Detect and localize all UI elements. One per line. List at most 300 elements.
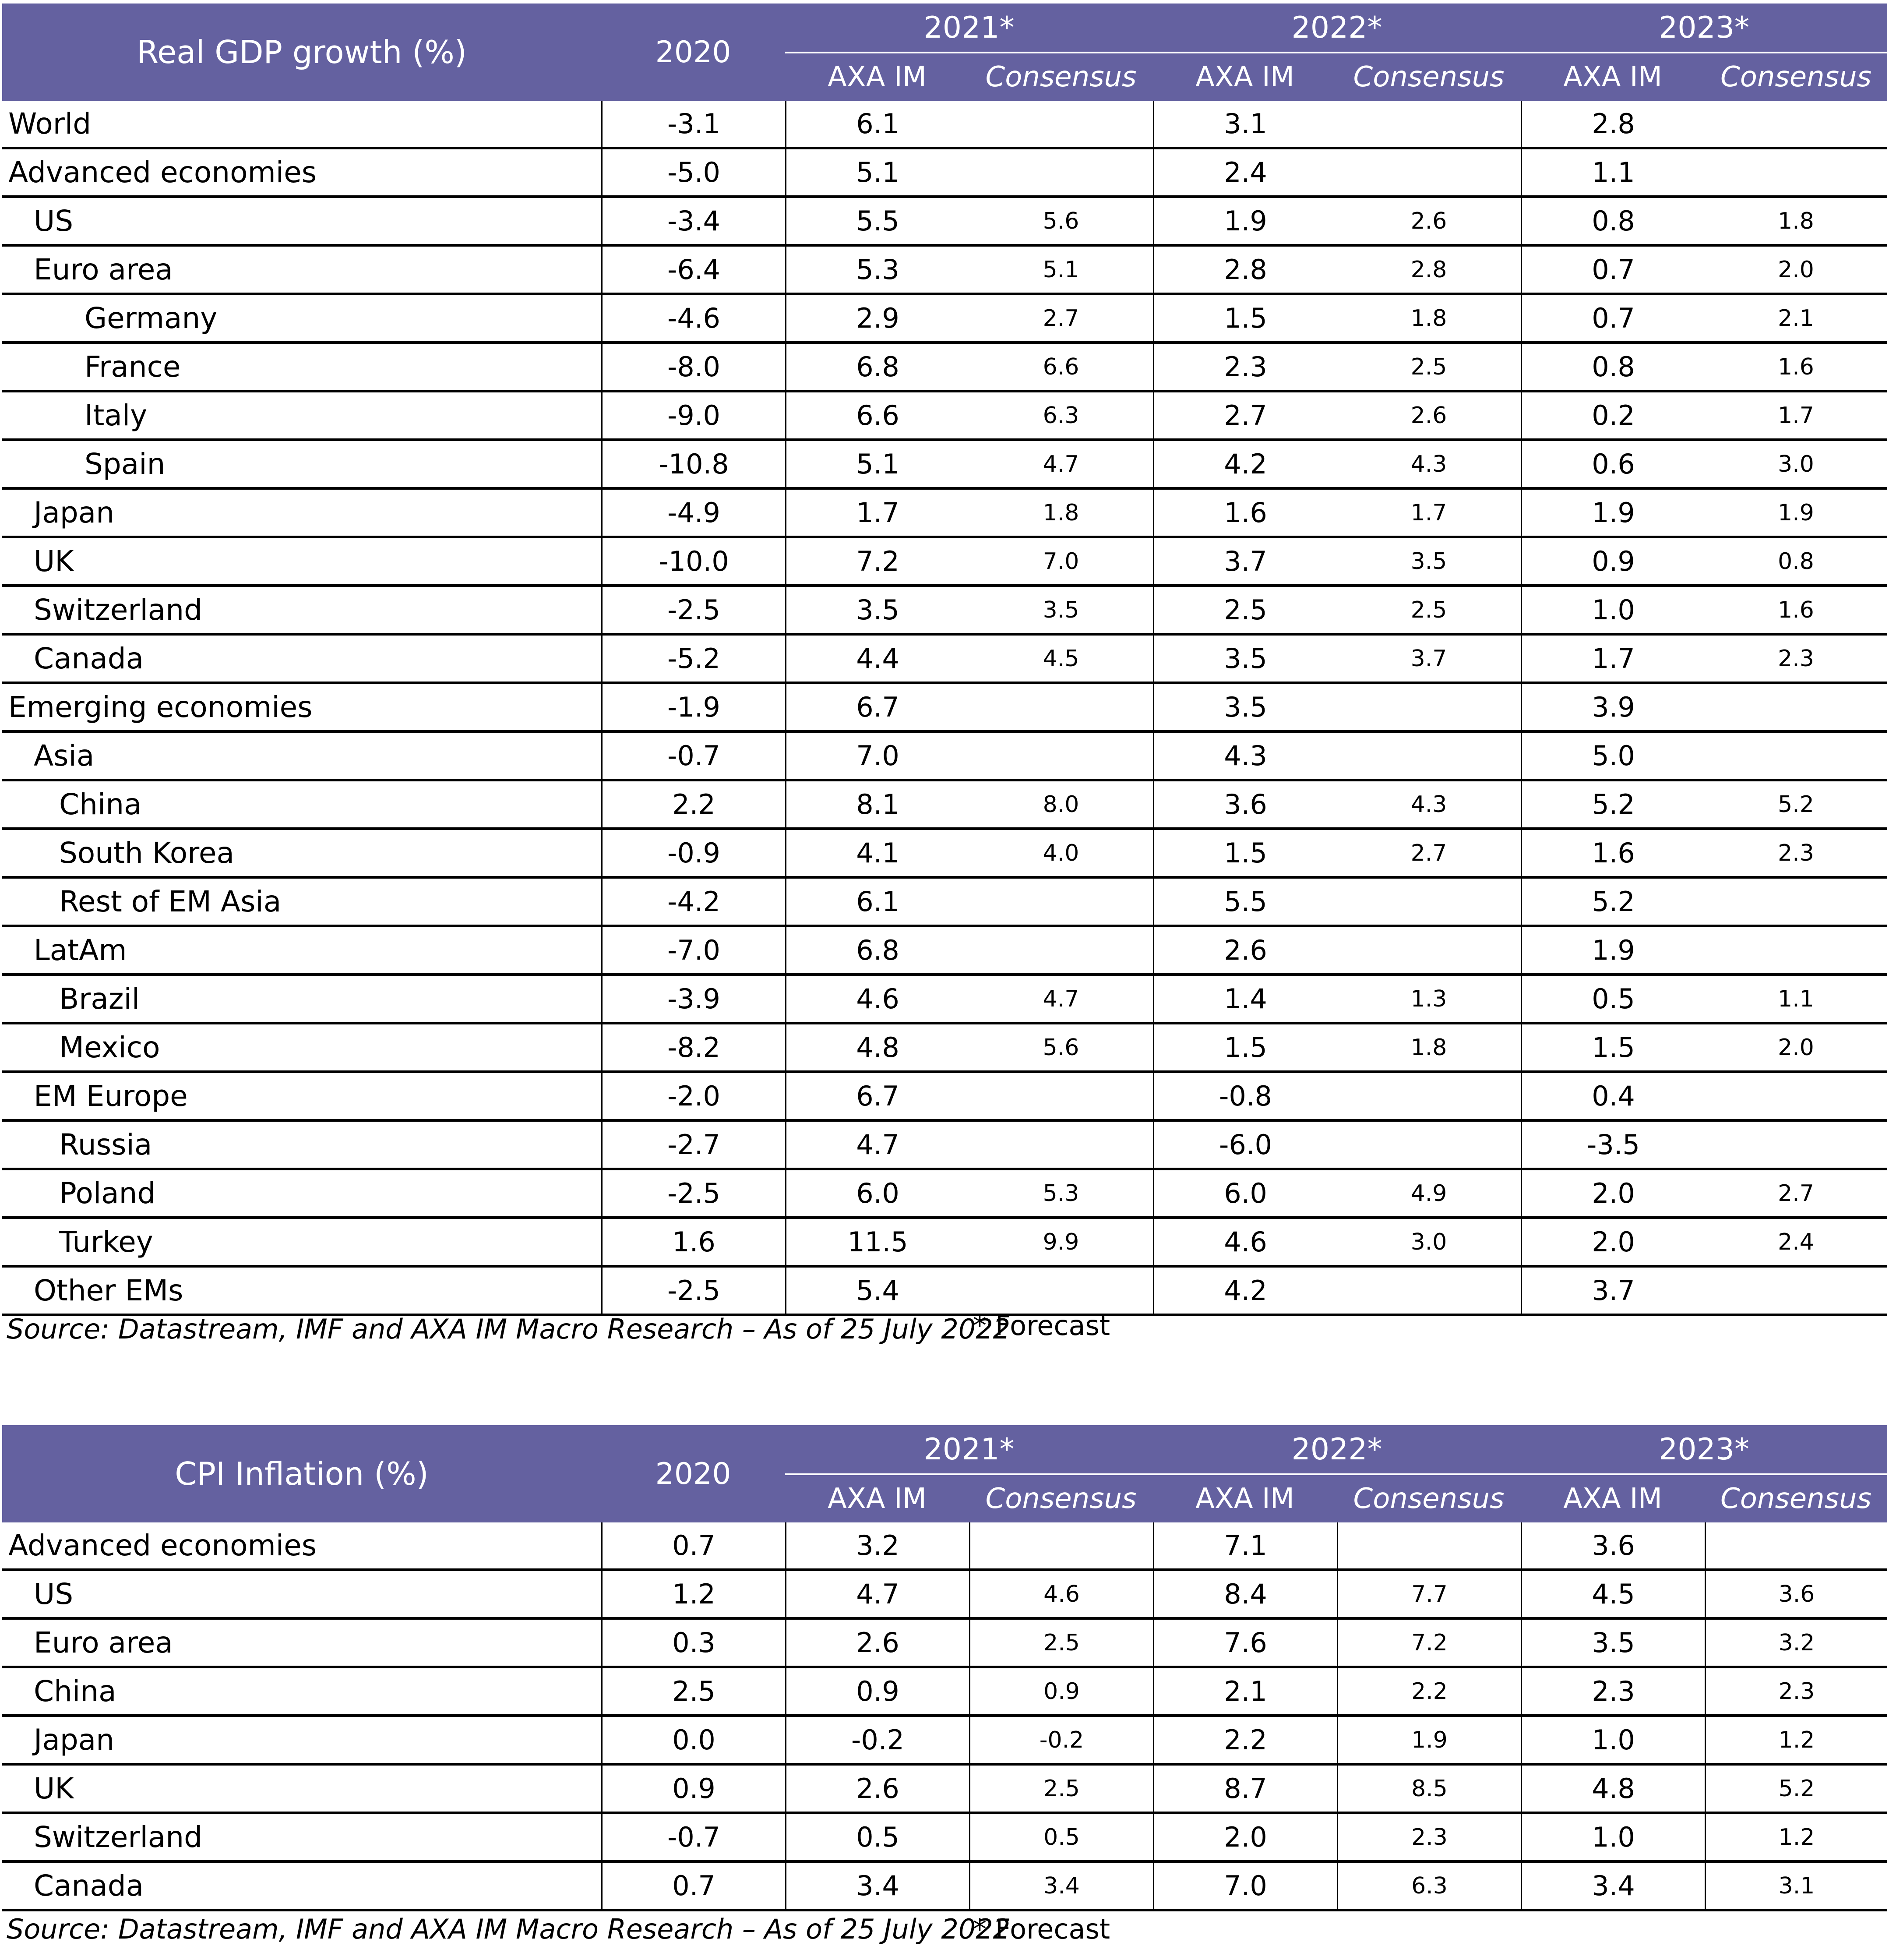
- cell-axa-2022: 1.6: [1153, 490, 1337, 536]
- cell-consensus-2022: [1337, 1522, 1521, 1568]
- cell-axa-2023: 4.5: [1521, 1571, 1705, 1617]
- cell-axa-2023: 1.5: [1521, 1024, 1705, 1070]
- cell-consensus-2022: 2.5: [1410, 353, 1447, 380]
- cell-consensus-2022: [1337, 101, 1521, 147]
- cell-axa-2023: 3.9: [1521, 684, 1705, 730]
- cell-consensus-2023: 1.6: [1778, 597, 1814, 623]
- table-row: [2, 295, 1887, 344]
- cell-consensus-2022: 4.9: [1410, 1180, 1447, 1207]
- cell-axa-2022: 2.7: [1153, 392, 1337, 438]
- cell-value-2020: -2.5: [601, 1170, 785, 1216]
- gdp-table-header: [2, 4, 1887, 101]
- cell-axa-2023: 1.1: [1521, 149, 1705, 195]
- gdp-sub-axa-2023: AXA IM: [1563, 61, 1662, 93]
- cell-consensus-2023: 2.0: [1778, 256, 1814, 283]
- gdp-col-2020: 2020: [655, 35, 731, 70]
- cell-consensus-2021: [969, 927, 1153, 973]
- cell-axa-2021: 0.5: [785, 1814, 969, 1860]
- cpi-sub-consensus-2021: Consensus: [985, 1483, 1137, 1515]
- cpi-year-2023: 2023*: [1658, 1432, 1750, 1467]
- table-row: [2, 538, 1887, 587]
- cell-consensus-2021: [969, 1122, 1153, 1168]
- cell-consensus-2023: [1705, 101, 1887, 147]
- cell-consensus-2023: [1705, 149, 1887, 195]
- cell-axa-2023: 5.2: [1521, 879, 1705, 925]
- cell-axa-2021: 5.4: [785, 1268, 969, 1314]
- cell-consensus-2023: 1.8: [1778, 208, 1814, 234]
- row-label: South Korea: [59, 836, 234, 870]
- table-row: [2, 636, 1887, 684]
- table-row: [2, 733, 1887, 781]
- cell-axa-2022: 2.2: [1153, 1717, 1337, 1763]
- cell-consensus-2023: 2.0: [1778, 1034, 1814, 1061]
- cell-consensus-2023: 5.2: [1778, 791, 1814, 818]
- cell-axa-2023: 5.0: [1521, 733, 1705, 779]
- cell-consensus-2021: 6.3: [1043, 402, 1079, 429]
- cell-consensus-2022: 3.7: [1410, 645, 1447, 672]
- cell-axa-2021: 2.6: [785, 1766, 969, 1812]
- cell-axa-2023: 1.7: [1521, 636, 1705, 682]
- gdp-year-2021: 2021*: [923, 10, 1015, 45]
- row-label: Other EMs: [34, 1274, 183, 1307]
- cell-consensus-2021: 4.7: [1043, 985, 1079, 1012]
- cell-axa-2021: 4.7: [785, 1571, 969, 1617]
- cell-consensus-2021: 1.8: [1043, 499, 1079, 526]
- cell-consensus-2021: [969, 879, 1153, 925]
- cell-axa-2021: 6.8: [785, 927, 969, 973]
- cell-axa-2023: 0.7: [1521, 247, 1705, 293]
- cell-axa-2023: -3.5: [1521, 1122, 1705, 1168]
- table-row: [2, 149, 1887, 198]
- cell-value-2020: -3.1: [601, 101, 785, 147]
- cell-consensus-2022: 1.8: [1410, 305, 1447, 332]
- gdp-table-title: Real GDP growth (%): [137, 34, 467, 71]
- cell-value-2020: 1.2: [601, 1571, 785, 1617]
- cell-axa-2023: 0.9: [1521, 538, 1705, 584]
- cell-axa-2021: 11.5: [785, 1219, 969, 1265]
- cell-consensus-2021: 3.5: [1043, 597, 1079, 623]
- cell-consensus-2023: [1705, 879, 1887, 925]
- cell-consensus-2022: 2.3: [1337, 1814, 1521, 1860]
- cell-consensus-2023: 2.3: [1705, 1668, 1887, 1714]
- cell-value-2020: 0.3: [601, 1620, 785, 1666]
- table-row: [2, 1863, 1887, 1911]
- cell-consensus-2022: [1337, 1122, 1521, 1168]
- cell-consensus-2023: 3.6: [1705, 1571, 1887, 1617]
- cell-value-2020: 1.6: [601, 1219, 785, 1265]
- cell-value-2020: -0.9: [601, 830, 785, 876]
- cell-value-2020: -2.5: [601, 1268, 785, 1314]
- cell-axa-2023: 0.4: [1521, 1073, 1705, 1119]
- cell-axa-2022: 3.1: [1153, 101, 1337, 147]
- cell-axa-2022: 3.6: [1153, 781, 1337, 827]
- cell-axa-2022: 8.4: [1153, 1571, 1337, 1617]
- cell-axa-2021: 1.7: [785, 490, 969, 536]
- cell-consensus-2023: [1705, 1122, 1887, 1168]
- table-row: [2, 1571, 1887, 1620]
- cell-axa-2022: 4.6: [1153, 1219, 1337, 1265]
- cell-axa-2021: 5.5: [785, 198, 969, 244]
- cell-consensus-2021: 5.1: [1043, 256, 1079, 283]
- row-label: Brazil: [59, 982, 140, 1016]
- cell-axa-2023: 1.0: [1521, 587, 1705, 633]
- row-label: Italy: [85, 399, 148, 432]
- cell-consensus-2021: 9.9: [1043, 1229, 1079, 1255]
- cell-axa-2022: 4.2: [1153, 441, 1337, 487]
- cell-consensus-2022: 2.6: [1410, 402, 1447, 429]
- cell-consensus-2022: 2.5: [1410, 597, 1447, 623]
- cell-axa-2022: 3.5: [1153, 684, 1337, 730]
- cell-axa-2022: 8.7: [1153, 1766, 1337, 1812]
- cell-consensus-2023: [1705, 1268, 1887, 1314]
- cpi-table: [2, 1425, 1887, 1911]
- cell-axa-2023: 3.7: [1521, 1268, 1705, 1314]
- cell-consensus-2023: 1.2: [1705, 1717, 1887, 1763]
- cell-axa-2023: 0.2: [1521, 392, 1705, 438]
- cell-axa-2022: 4.2: [1153, 1268, 1337, 1314]
- row-label: EM Europe: [34, 1079, 188, 1113]
- cell-axa-2023: 1.9: [1521, 927, 1705, 973]
- cell-consensus-2022: 1.3: [1410, 985, 1447, 1012]
- cell-value-2020: 2.2: [601, 781, 785, 827]
- cpi-table-header: [2, 1425, 1887, 1522]
- cell-axa-2021: 4.8: [785, 1024, 969, 1070]
- cell-axa-2022: 4.3: [1153, 733, 1337, 779]
- cell-value-2020: -4.2: [601, 879, 785, 925]
- cell-axa-2021: 4.6: [785, 976, 969, 1022]
- row-label: Advanced economies: [8, 1529, 317, 1562]
- row-label: Canada: [34, 1869, 144, 1903]
- cell-axa-2021: 3.4: [785, 1863, 969, 1909]
- cell-value-2020: 0.9: [601, 1766, 785, 1812]
- cell-consensus-2021: [969, 733, 1153, 779]
- cell-axa-2021: 8.1: [785, 781, 969, 827]
- cell-axa-2021: 5.3: [785, 247, 969, 293]
- cell-axa-2022: 1.9: [1153, 198, 1337, 244]
- cell-consensus-2022: 8.5: [1337, 1766, 1521, 1812]
- cpi-forecast-note: * Forecast: [973, 1913, 1110, 1945]
- cell-axa-2022: 2.1: [1153, 1668, 1337, 1714]
- cell-consensus-2022: 4.3: [1410, 451, 1447, 477]
- cpi-table-body: [2, 1522, 1887, 1911]
- gdp-year-2023: 2023*: [1658, 10, 1750, 45]
- cell-axa-2022: 3.5: [1153, 636, 1337, 682]
- cell-axa-2023: 3.6: [1521, 1522, 1705, 1568]
- cpi-sub-axa-2023: AXA IM: [1563, 1483, 1662, 1515]
- cell-consensus-2021: 4.5: [1043, 645, 1079, 672]
- cell-value-2020: -2.5: [601, 587, 785, 633]
- cpi-table-title: CPI Inflation (%): [175, 1455, 429, 1492]
- row-label: Rest of EM Asia: [59, 885, 282, 918]
- row-label: Japan: [34, 1723, 115, 1757]
- cell-value-2020: -10.0: [601, 538, 785, 584]
- cell-axa-2021: -0.2: [785, 1717, 969, 1763]
- table-row: [2, 1073, 1887, 1122]
- cell-axa-2022: 3.7: [1153, 538, 1337, 584]
- cell-value-2020: -6.4: [601, 247, 785, 293]
- table-row: [2, 830, 1887, 879]
- gdp-sub-axa-2022: AXA IM: [1195, 61, 1294, 93]
- row-label: US: [34, 1577, 74, 1611]
- cell-consensus-2022: 1.9: [1337, 1717, 1521, 1763]
- gdp-source-note: Source: Datastream, IMF and AXA IM Macro Research – As of 25 July 2022: [7, 1313, 1011, 1345]
- row-label: UK: [34, 1772, 74, 1805]
- gdp-sub-axa-2021: AXA IM: [828, 61, 927, 93]
- cell-value-2020: 0.7: [601, 1863, 785, 1909]
- gdp-table-body: [2, 101, 1887, 1316]
- cell-axa-2021: 0.9: [785, 1668, 969, 1714]
- cell-axa-2021: 6.0: [785, 1170, 969, 1216]
- row-label: France: [85, 350, 181, 384]
- table-row: [2, 344, 1887, 392]
- table-row: [2, 1766, 1887, 1814]
- table-row: [2, 198, 1887, 247]
- cell-consensus-2021: 4.6: [969, 1571, 1153, 1617]
- cell-consensus-2021: -0.2: [969, 1717, 1153, 1763]
- cell-consensus-2021: 0.9: [969, 1668, 1153, 1714]
- cell-consensus-2021: 2.7: [1043, 305, 1079, 332]
- cell-consensus-2021: [969, 101, 1153, 147]
- cpi-sub-axa-2022: AXA IM: [1195, 1483, 1294, 1515]
- cell-consensus-2022: 2.2: [1337, 1668, 1521, 1714]
- table-row: [2, 684, 1887, 733]
- row-label: Mexico: [59, 1031, 160, 1064]
- row-label: LatAm: [34, 933, 127, 967]
- row-label: Canada: [34, 642, 144, 675]
- cell-consensus-2023: 2.1: [1778, 305, 1814, 332]
- cell-consensus-2021: [969, 684, 1153, 730]
- cell-consensus-2023: 2.3: [1778, 645, 1814, 672]
- table-row: [2, 490, 1887, 538]
- row-label: Euro area: [34, 1626, 173, 1660]
- table-row: [2, 1268, 1887, 1316]
- table-row: [2, 1814, 1887, 1863]
- table-row: [2, 587, 1887, 636]
- cell-axa-2021: 4.7: [785, 1122, 969, 1168]
- cell-consensus-2022: 2.6: [1410, 208, 1447, 234]
- row-label: Advanced economies: [8, 155, 317, 189]
- table-row: [2, 247, 1887, 295]
- cell-axa-2023: 1.0: [1521, 1717, 1705, 1763]
- row-label: UK: [34, 544, 74, 578]
- row-label: Switzerland: [34, 593, 202, 627]
- cell-axa-2022: 1.5: [1153, 1024, 1337, 1070]
- cell-axa-2023: 3.4: [1521, 1863, 1705, 1909]
- cell-value-2020: -1.9: [601, 684, 785, 730]
- cell-consensus-2023: 0.8: [1778, 548, 1814, 575]
- cell-axa-2023: 2.0: [1521, 1170, 1705, 1216]
- cell-consensus-2022: 3.5: [1410, 548, 1447, 575]
- cell-axa-2021: 6.8: [785, 344, 969, 390]
- cpi-source-note: Source: Datastream, IMF and AXA IM Macro Research – As of 25 July 2022: [7, 1913, 1011, 1945]
- row-label: Switzerland: [34, 1820, 202, 1854]
- cell-consensus-2021: [969, 1073, 1153, 1119]
- cell-consensus-2021: 2.5: [969, 1766, 1153, 1812]
- row-label: China: [34, 1674, 116, 1708]
- cell-axa-2022: 7.1: [1153, 1522, 1337, 1568]
- cell-consensus-2021: [969, 1522, 1153, 1568]
- cell-axa-2022: 1.4: [1153, 976, 1337, 1022]
- cell-consensus-2021: 7.0: [1043, 548, 1079, 575]
- cell-consensus-2023: 1.6: [1778, 353, 1814, 380]
- cell-axa-2021: 7.0: [785, 733, 969, 779]
- cell-axa-2022: 1.5: [1153, 830, 1337, 876]
- cell-consensus-2023: 1.7: [1778, 402, 1814, 429]
- cell-consensus-2023: 2.7: [1778, 1180, 1814, 1207]
- cell-value-2020: -9.0: [601, 392, 785, 438]
- cell-consensus-2021: 5.3: [1043, 1180, 1079, 1207]
- cell-consensus-2022: [1337, 927, 1521, 973]
- row-label: US: [34, 204, 74, 238]
- cell-value-2020: 0.0: [601, 1717, 785, 1763]
- cell-axa-2023: 0.5: [1521, 976, 1705, 1022]
- cpi-sub-consensus-2022: Consensus: [1353, 1483, 1505, 1515]
- cell-consensus-2022: [1337, 684, 1521, 730]
- cell-axa-2023: 0.8: [1521, 344, 1705, 390]
- cell-axa-2022: 2.4: [1153, 149, 1337, 195]
- cell-consensus-2022: [1337, 879, 1521, 925]
- cell-axa-2022: 5.5: [1153, 879, 1337, 925]
- cell-consensus-2023: 3.1: [1705, 1863, 1887, 1909]
- cell-consensus-2022: 3.0: [1410, 1229, 1447, 1255]
- cpi-year-2022: 2022*: [1291, 1432, 1382, 1467]
- table-row: [2, 927, 1887, 976]
- cpi-year-2021: 2021*: [923, 1432, 1015, 1467]
- cell-axa-2023: 3.5: [1521, 1620, 1705, 1666]
- cell-value-2020: 2.5: [601, 1668, 785, 1714]
- cell-axa-2023: 0.8: [1521, 198, 1705, 244]
- table-row: [2, 392, 1887, 441]
- cell-consensus-2023: 1.9: [1778, 499, 1814, 526]
- cell-consensus-2022: 7.7: [1337, 1571, 1521, 1617]
- cell-value-2020: -2.0: [601, 1073, 785, 1119]
- cpi-sub-axa-2021: AXA IM: [828, 1483, 927, 1515]
- cell-axa-2022: -6.0: [1153, 1122, 1337, 1168]
- gdp-year-2022: 2022*: [1291, 10, 1382, 45]
- table-row: [2, 1620, 1887, 1668]
- cell-consensus-2022: 2.8: [1410, 256, 1447, 283]
- table-row: [2, 976, 1887, 1024]
- cell-consensus-2023: [1705, 684, 1887, 730]
- cell-consensus-2021: 4.0: [1043, 840, 1079, 866]
- cell-axa-2022: 2.3: [1153, 344, 1337, 390]
- row-label: Emerging economies: [8, 690, 313, 724]
- cell-axa-2021: 6.6: [785, 392, 969, 438]
- gdp-sub-consensus-2022: Consensus: [1353, 61, 1505, 93]
- cell-consensus-2023: [1705, 733, 1887, 779]
- cell-value-2020: -8.2: [601, 1024, 785, 1070]
- table-row: [2, 101, 1887, 149]
- table-row: [2, 1668, 1887, 1717]
- cell-axa-2022: 2.6: [1153, 927, 1337, 973]
- cell-consensus-2021: [969, 149, 1153, 195]
- cell-axa-2023: 1.0: [1521, 1814, 1705, 1860]
- cell-value-2020: -4.6: [601, 295, 785, 341]
- cell-axa-2022: 1.5: [1153, 295, 1337, 341]
- row-label: Russia: [59, 1128, 152, 1162]
- cell-axa-2021: 2.6: [785, 1620, 969, 1666]
- cell-axa-2023: 5.2: [1521, 781, 1705, 827]
- table-row: [2, 1170, 1887, 1219]
- table-row: [2, 1522, 1887, 1571]
- cell-value-2020: -3.4: [601, 198, 785, 244]
- cpi-sub-consensus-2023: Consensus: [1720, 1483, 1871, 1515]
- cell-axa-2023: 1.6: [1521, 830, 1705, 876]
- cell-consensus-2022: [1337, 149, 1521, 195]
- row-label: Japan: [34, 496, 115, 530]
- cell-axa-2021: 2.9: [785, 295, 969, 341]
- cell-consensus-2021: 8.0: [1043, 791, 1079, 818]
- cell-consensus-2022: [1337, 1073, 1521, 1119]
- cell-consensus-2023: 2.3: [1778, 840, 1814, 866]
- table-row: [2, 441, 1887, 490]
- table-row: [2, 1122, 1887, 1170]
- cell-consensus-2023: [1705, 1073, 1887, 1119]
- cell-consensus-2021: 5.6: [1043, 208, 1079, 234]
- cell-consensus-2021: 5.6: [1043, 1034, 1079, 1061]
- cell-value-2020: -8.0: [601, 344, 785, 390]
- cell-axa-2023: 4.8: [1521, 1766, 1705, 1812]
- row-label: Euro area: [34, 253, 173, 286]
- gdp-sub-consensus-2021: Consensus: [985, 61, 1137, 93]
- cell-axa-2022: -0.8: [1153, 1073, 1337, 1119]
- cell-value-2020: -7.0: [601, 927, 785, 973]
- cell-axa-2021: 6.1: [785, 879, 969, 925]
- row-label: China: [59, 788, 142, 821]
- cell-axa-2022: 7.0: [1153, 1863, 1337, 1909]
- cell-value-2020: -0.7: [601, 1814, 785, 1860]
- cell-consensus-2021: 0.5: [969, 1814, 1153, 1860]
- cell-axa-2023: 0.7: [1521, 295, 1705, 341]
- row-label: Spain: [85, 447, 166, 481]
- cell-consensus-2023: [1705, 1522, 1887, 1568]
- cell-value-2020: -2.7: [601, 1122, 785, 1168]
- cell-axa-2021: 6.7: [785, 684, 969, 730]
- row-label: Asia: [34, 739, 95, 773]
- row-label: World: [8, 107, 92, 141]
- cell-value-2020: -0.7: [601, 733, 785, 779]
- cell-consensus-2021: 3.4: [969, 1863, 1153, 1909]
- cell-consensus-2022: 4.3: [1410, 791, 1447, 818]
- table-row: [2, 781, 1887, 830]
- cell-consensus-2022: 6.3: [1337, 1863, 1521, 1909]
- cell-axa-2023: 0.6: [1521, 441, 1705, 487]
- cell-value-2020: -5.2: [601, 636, 785, 682]
- gdp-forecast-note: * Forecast: [973, 1310, 1110, 1342]
- cell-axa-2021: 4.1: [785, 830, 969, 876]
- cell-axa-2022: 2.5: [1153, 587, 1337, 633]
- cell-consensus-2022: [1337, 733, 1521, 779]
- cell-consensus-2022: 1.7: [1410, 499, 1447, 526]
- cell-consensus-2021: 4.7: [1043, 451, 1079, 477]
- table-row: [2, 1219, 1887, 1268]
- cell-axa-2021: 3.2: [785, 1522, 969, 1568]
- cell-axa-2022: 2.0: [1153, 1814, 1337, 1860]
- cell-value-2020: -4.9: [601, 490, 785, 536]
- cell-consensus-2021: 6.6: [1043, 353, 1079, 380]
- cell-axa-2021: 5.1: [785, 441, 969, 487]
- cell-axa-2021: 7.2: [785, 538, 969, 584]
- cell-consensus-2023: 3.2: [1705, 1620, 1887, 1666]
- cell-consensus-2022: 7.2: [1337, 1620, 1521, 1666]
- table-row: [2, 879, 1887, 927]
- cell-value-2020: -10.8: [601, 441, 785, 487]
- gdp-sub-consensus-2023: Consensus: [1720, 61, 1871, 93]
- cell-consensus-2023: [1705, 927, 1887, 973]
- cell-axa-2023: 2.3: [1521, 1668, 1705, 1714]
- gdp-table: [2, 4, 1887, 1316]
- cell-axa-2022: 6.0: [1153, 1170, 1337, 1216]
